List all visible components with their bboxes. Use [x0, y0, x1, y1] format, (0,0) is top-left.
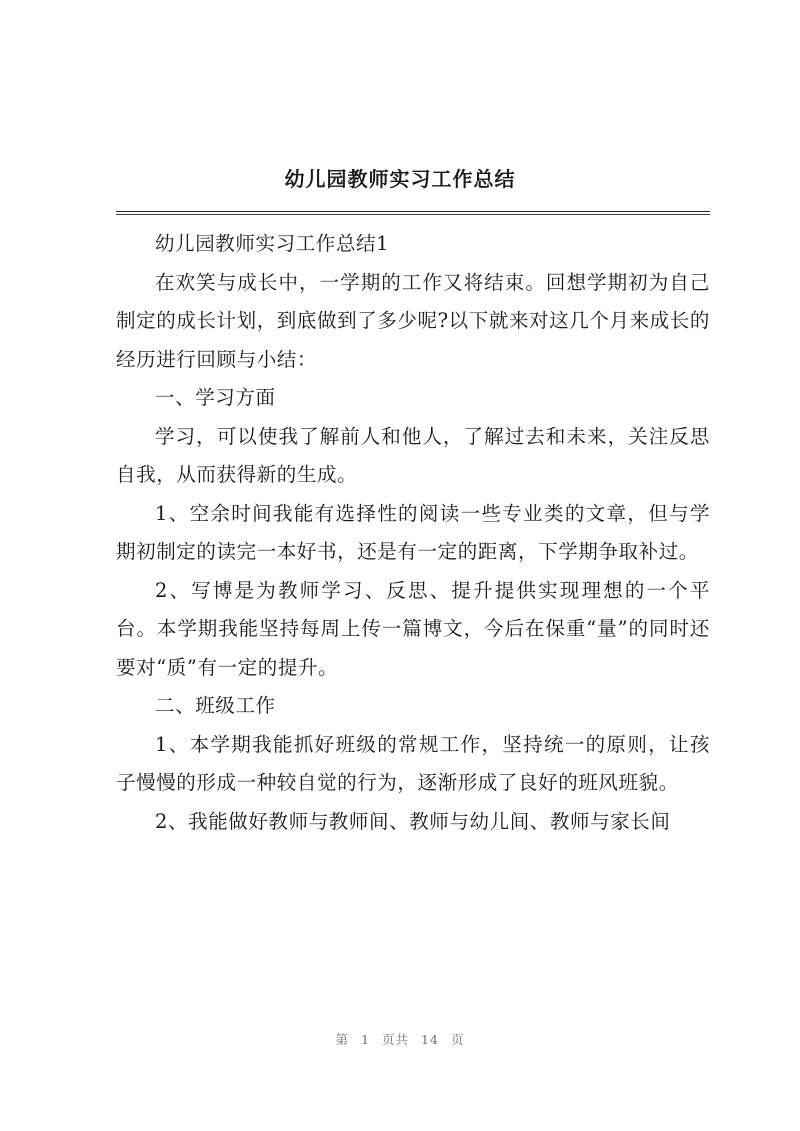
- total-pages-number: 14: [421, 1032, 439, 1047]
- section-heading: 幼儿园教师实习工作总结1: [155, 232, 390, 255]
- current-page-number: 1: [361, 1032, 371, 1047]
- document-body: [116, 225, 710, 841]
- footer-suffix: 页: [450, 1032, 465, 1047]
- footer-prefix: 第: [335, 1032, 350, 1047]
- intro-paragraph: 在欢笑与成长中，一学期的工作又将结束。回想学期初为自己制定的成长计划，到底做到了多少呢?以下就来对这几个月来成长的经历进行回顾与小结：: [116, 270, 710, 371]
- body-paragraph: 1、空余时间我能有选择性的阅读一些专业类的文章，但与学期初制定的读完一本好书，还是有一定的距离，下学期争取补过。: [116, 501, 710, 563]
- page-footer: [0, 1030, 800, 1048]
- body-paragraph: 学习，可以使我了解前人和他人，了解过去和未来，关注反思自我，从而获得新的生成。: [116, 424, 710, 486]
- body-paragraph: 1、本学期我能抓好班级的常规工作，坚持统一的原则，让孩子慢慢的形成一种较自觉的行为，逐渐形成了良好的班风班貌。: [116, 732, 710, 794]
- title-divider: [116, 211, 710, 215]
- section-heading: 二、班级工作: [155, 694, 276, 717]
- footer-middle: 页共: [382, 1032, 410, 1047]
- page-title: 幼儿园教师实习工作总结: [284, 167, 516, 191]
- body-paragraph: 2、写博是为教师学习、反思、提升提供实现理想的一个平台。本学期我能坚持每周上传一篇博文，今后在保重“量”的同时还要对“质”有一定的提升。: [116, 578, 710, 679]
- body-paragraph: 2、我能做好教师与教师间、教师与幼儿间、教师与家长间: [155, 809, 671, 833]
- section-heading: 一、学习方面: [155, 386, 276, 409]
